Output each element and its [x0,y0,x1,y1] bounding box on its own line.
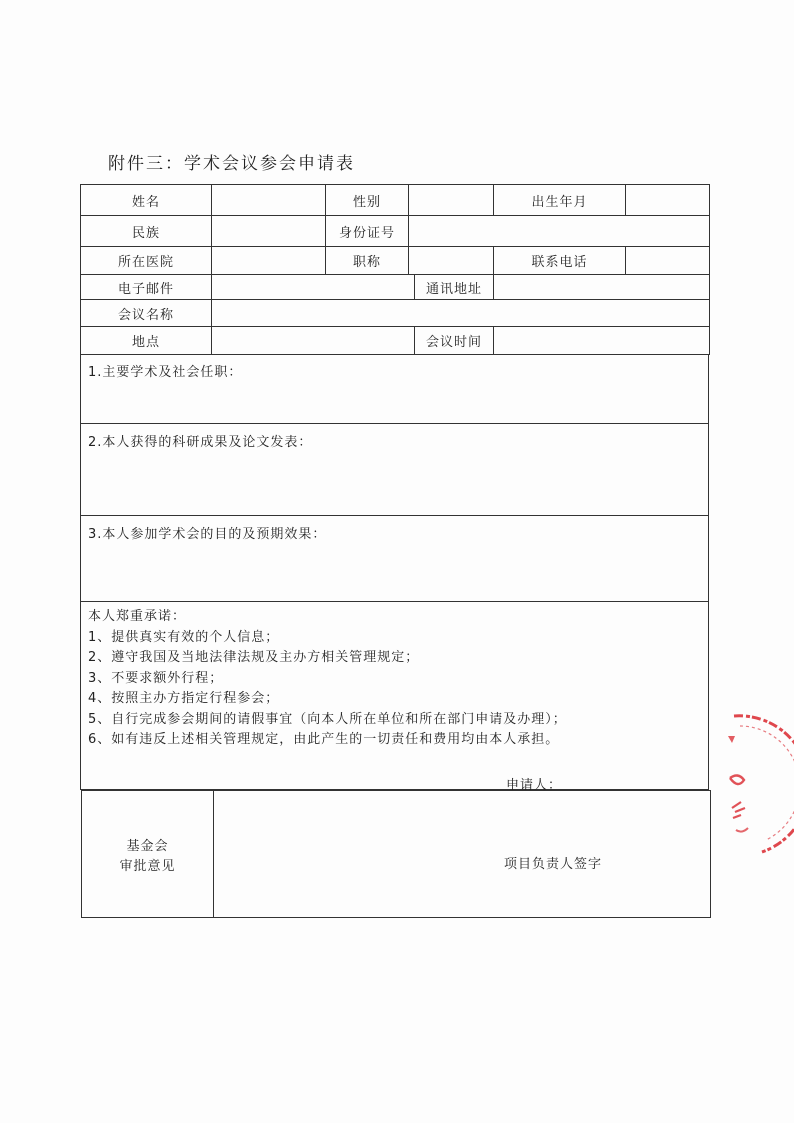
positions-label: 1.主要学术及社会任职： [88,365,243,380]
phone-label: 联系电话 [494,247,626,275]
fund-approval-label-line1: 基金会 [126,839,169,854]
red-seal-stamp [722,712,794,862]
approval-divider [213,791,214,917]
fund-approval-label [82,837,213,877]
location-label: 地点 [81,327,212,355]
fund-approval-label-line2: 审批意见 [119,859,176,874]
meeting-time-value[interactable] [494,327,710,355]
name-label: 姓名 [81,185,212,216]
location-value[interactable] [212,327,415,355]
hospital-label: 所在医院 [81,247,212,275]
meeting-time-label: 会议时间 [415,327,494,355]
birth-label: 出生年月 [494,185,626,216]
job-title-value[interactable] [409,247,494,275]
purpose-label: 3.本人参加学术会的目的及预期效果： [88,527,327,542]
applicant-signature-label: 申请人： [506,778,563,793]
pledge-item: 6、如有违反上述相关管理规定，由此产生的一切责任和费用均由本人承担。 [88,732,560,747]
email-label: 电子邮件 [81,275,212,300]
id-number-value[interactable] [409,216,710,247]
positions-section[interactable] [80,354,709,424]
pledge-item: 4、按照主办方指定行程参会； [88,691,280,706]
id-number-label: 身份证号 [326,216,409,247]
pledge-heading: 本人郑重承诺： [88,609,187,624]
gender-value[interactable] [409,185,494,216]
pledge-item: 2、遵守我国及当地法律法规及主办方相关管理规定； [88,650,420,665]
name-value[interactable] [212,185,326,216]
job-title-label: 职称 [326,247,409,275]
pledge-section [80,602,709,793]
address-label: 通讯地址 [415,275,494,300]
phone-value[interactable] [626,247,710,275]
pledge-item: 5、自行完成参会期间的请假事宜（向本人所在单位和所在部门申请及办理）； [88,711,567,727]
hospital-value[interactable] [212,247,326,275]
ethnicity-label: 民族 [81,216,212,247]
ethnicity-value[interactable] [212,216,326,247]
birth-value[interactable] [626,185,710,216]
applicant-info-grid [80,184,710,355]
achievements-label: 2.本人获得的科研成果及论文发表： [88,435,313,450]
gender-label: 性别 [326,185,409,216]
meeting-name-value[interactable] [212,300,710,327]
pledge-item: 3、不要求额外行程； [88,670,224,686]
pledge-item: 1、提供真实有效的个人信息； [88,629,280,645]
approval-section [81,790,711,918]
page-title: 附件三：学术会议参会申请表 [108,154,355,174]
achievements-section[interactable] [80,424,709,516]
purpose-section[interactable] [80,516,709,602]
email-value[interactable] [212,275,415,300]
project-lead-signature-label: 项目负责人签字 [504,857,603,872]
meeting-name-label: 会议名称 [81,300,212,327]
address-value[interactable] [494,275,710,300]
